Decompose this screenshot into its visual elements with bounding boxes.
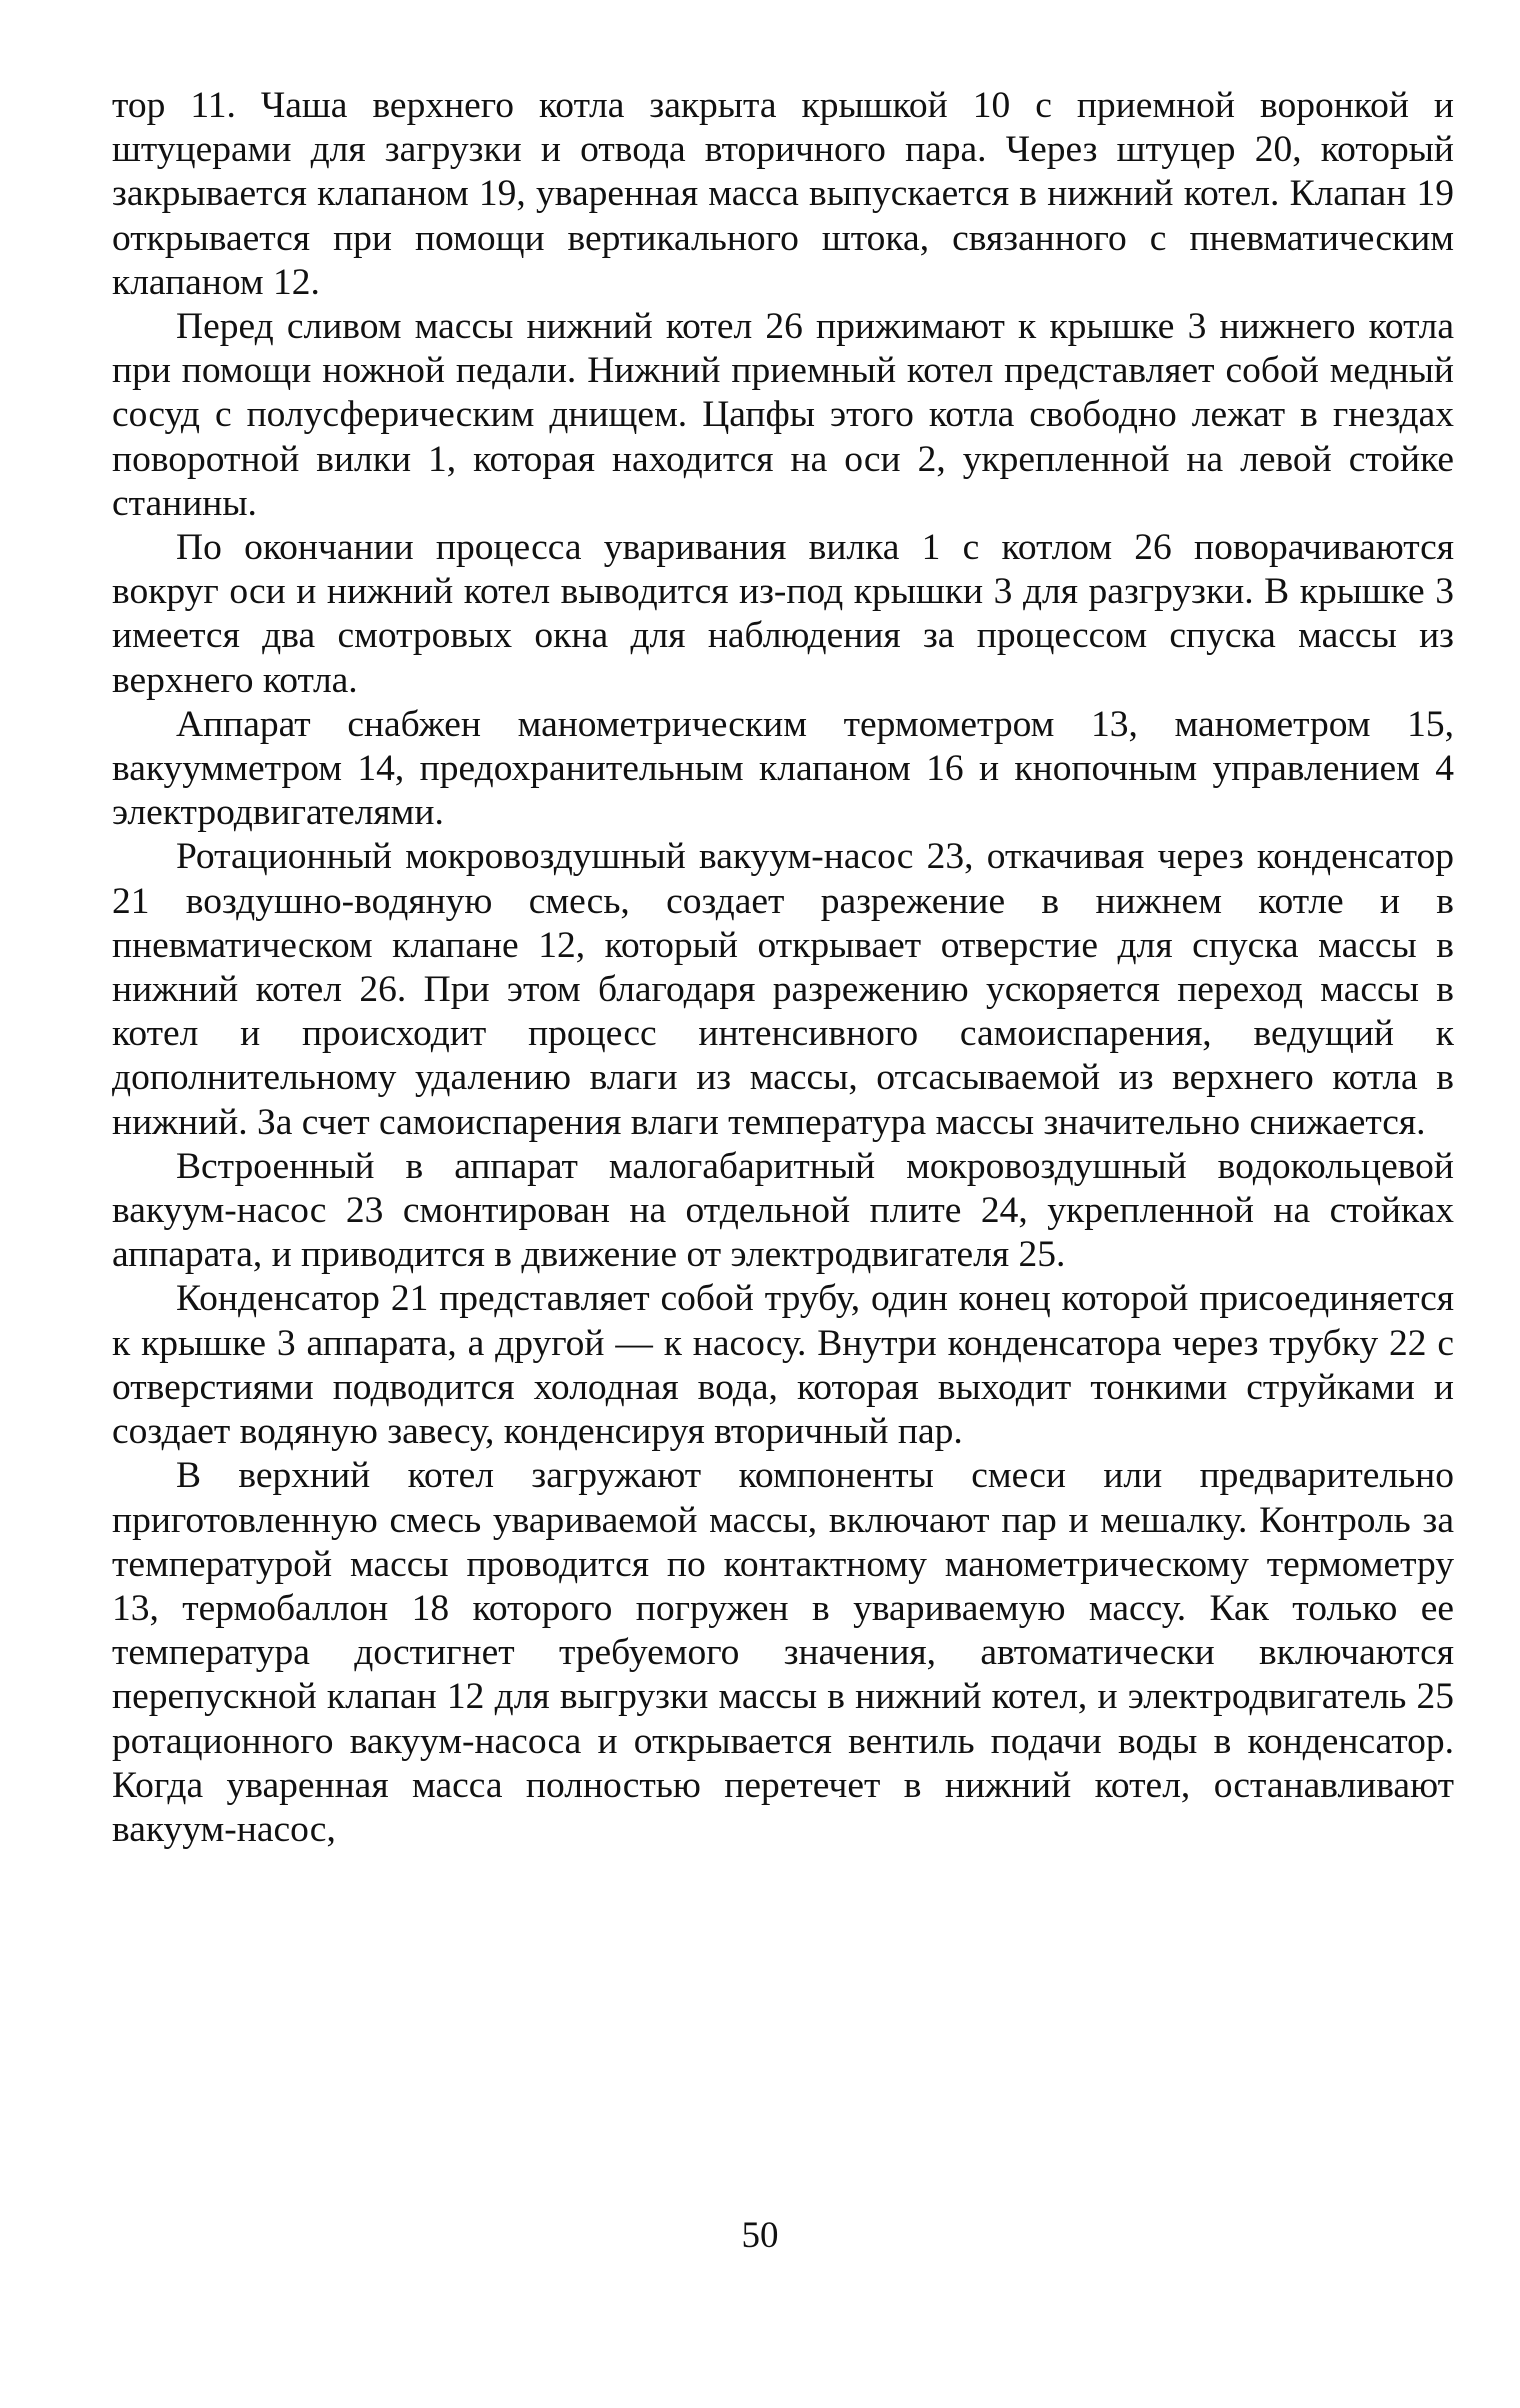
page-number: 50: [741, 2215, 779, 2256]
paragraph-6: Встроенный в аппарат малогабаритный мокровоздушный водокольцевой вакуум-насос 23 смонтирован на отдельной плите 24, укрепленной на стойках аппарата, и приводится в движение от электродвигателя 25.: [112, 1145, 1454, 1276]
paragraph-2: Перед сливом массы нижний котел 26 прижимают к крышке 3 нижнего котла при помощи ножной педали. Нижний приемный котел представляет собой медный сосуд с полусферическим днищем. Цапфы этого котла свободно лежат в гнездах поворотной вилки 1, которая находится на оси 2, укрепленной на левой стойке станины.: [112, 306, 1454, 524]
paragraph-8: В верхний котел загружают компоненты смеси или предварительно приготовленную смесь увариваемой массы, включают пар и мешалку. Контроль за температурой массы проводится по контактному манометрическому термометру 13, термобаллон 18 которого погружен в увариваемую массу. Как только ее температура достигнет требуемого значения, автоматически включаются перепускной клапан 12 для выгрузки массы в нижний котел, и электродвигатель 25 ротационного вакуум-насоса и открывается вентиль подачи воды в конденсатор. Когда уваренная масса полностью перетечет в нижний котел, останавливают вакуум-насос,: [112, 1455, 1454, 1850]
paragraph-4: Аппарат снабжен манометрическим термометром 13, манометром 15, вакуумметром 14, предохранительным клапаном 16 и кнопочным управлением 4 электродвигателями.: [112, 703, 1454, 834]
paragraph-1: тор 11. Чаша верхнего котла закрыта крышкой 10 с приемной воронкой и штуцерами для загрузки и отвода вторичного пара. Через штуцер 20, который закрывается клапаном 19, уваренная масса выпускается в нижний котел. Клапан 19 открывается при помощи вертикального штока, связанного с пневматическим клапаном 12.: [112, 85, 1454, 303]
paragraph-5: Ротационный мокровоздушный вакуум-насос 23, откачивая через конденсатор 21 воздушно-водяную смесь, создает разрежение в нижнем котле и в пневматическом клапане 12, который открывает отверстие для спуска массы в нижний котел 26. При этом благодаря разрежению ускоряется переход массы в котел и происходит процесс интенсивного самоиспарения, ведущий к дополнительному удалению влаги из массы, отсасываемой из верхнего котла в нижний. За счет самоиспарения влаги температура массы значительно снижается.: [112, 836, 1454, 1143]
body-text: [112, 84, 1454, 1852]
paragraph-3: По окончании процесса уваривания вилка 1 с котлом 26 поворачиваются вокруг оси и нижний котел выводится из-под крышки 3 для разгрузки. В крышке 3 имеется два смотровых окна для наблюдения за процессом спуска массы из верхнего котла.: [112, 527, 1454, 701]
paragraph-7: Конденсатор 21 представляет собой трубу, один конец которой присоединяется к крышке 3 аппарата, а другой — к насосу. Внутри конденсатора через трубку 22 с отверстиями подводится холодная вода, которая выходит тонкими струйками и создает водяную завесу, конденсируя вторичный пар.: [112, 1278, 1454, 1453]
